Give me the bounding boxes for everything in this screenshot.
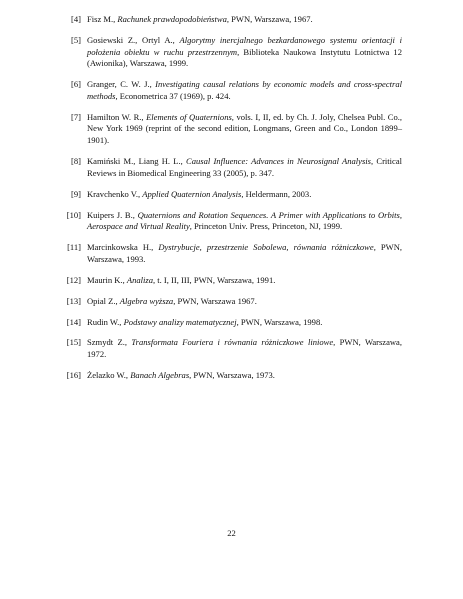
reference-number: [15] bbox=[66, 337, 81, 348]
reference-item bbox=[57, 156, 402, 179]
reference-item bbox=[57, 275, 402, 287]
reference-title: Rachunek prawdopodobieństwa bbox=[117, 14, 227, 24]
reference-details: , PWN, Warszawa, 1967. bbox=[226, 14, 313, 24]
reference-item bbox=[57, 189, 402, 201]
reference-title: Algorytmy inercjalnego bezkardanowego systemu orientacji i położenia obiektu w ruchu przestrzennym bbox=[87, 34, 402, 57]
reference-details: , PWN, Warszawa 1967. bbox=[173, 295, 257, 306]
reference-item bbox=[57, 79, 402, 102]
reference-authors: Rudin W., bbox=[87, 316, 124, 327]
reference-details: , Econometrica 37 (1969), p. 424. bbox=[115, 90, 231, 101]
reference-title: Applied Quaternion Analysis bbox=[142, 188, 242, 199]
reference-item bbox=[57, 337, 402, 360]
reference-item bbox=[57, 242, 402, 265]
reference-authors: Żelazko W., bbox=[87, 370, 131, 381]
reference-details: , Critical Reviews in Biomedical Engineering 33 (2005), p. 347. bbox=[87, 156, 402, 178]
reference-title: Transformata Fouriera i równania różniczkowe liniowe bbox=[131, 337, 334, 348]
reference-authors: Marcinkowska H., bbox=[87, 242, 159, 253]
reference-number: [8] bbox=[71, 156, 81, 167]
reference-details: , PWN, Warszawa, 1993. bbox=[87, 242, 403, 264]
reference-item bbox=[57, 296, 402, 308]
reference-details: , PWN, Warszawa, 1972. bbox=[87, 337, 402, 360]
reference-number: [7] bbox=[71, 111, 81, 122]
reference-title: Elements of Quaternions bbox=[146, 111, 232, 122]
reference-details: , vols. I, II, ed. by Ch. J. Joly, Chelsea Publ. Co., New York 1969 (reprint of the second edition, Longmans, Green and Co., London 1899–1901). bbox=[87, 111, 402, 146]
reference-item bbox=[57, 317, 402, 329]
reference-details: , PWN, Warszawa, 1998. bbox=[236, 316, 323, 327]
reference-list bbox=[57, 14, 402, 391]
reference-number: [10] bbox=[66, 209, 81, 220]
reference-authors: Kuipers J. B., bbox=[87, 209, 138, 220]
reference-number: [16] bbox=[66, 370, 81, 381]
reference-details: , t. I, II, III, PWN, Warszawa, 1991. bbox=[153, 274, 276, 285]
reference-item bbox=[57, 370, 402, 382]
reference-title: Analiza bbox=[126, 274, 154, 285]
reference-item bbox=[57, 112, 402, 147]
reference-authors: Kravchenko V., bbox=[87, 188, 143, 199]
reference-authors: Granger, C. W. J., bbox=[87, 79, 156, 90]
reference-title: Algebra wyższa bbox=[119, 295, 174, 306]
reference-title: Investigating causal relations by economic models and cross-spectral methods bbox=[87, 79, 402, 101]
reference-number: [13] bbox=[66, 295, 81, 306]
reference-authors: Fisz M., bbox=[87, 14, 118, 24]
reference-title: Quaternions and Rotation Sequences. A Primer with Applications to Orbits, Aerospace and Virtual Reality bbox=[87, 209, 402, 232]
reference-number: [14] bbox=[66, 316, 81, 327]
reference-number: [12] bbox=[66, 274, 81, 285]
page-number: 22 bbox=[227, 528, 236, 538]
reference-number: [4] bbox=[71, 14, 81, 24]
reference-details: , Princeton Univ. Press, Princeton, NJ, 1999. bbox=[189, 221, 343, 232]
reference-number: [11] bbox=[67, 242, 81, 253]
reference-authors: Szmydt Z., bbox=[87, 337, 132, 348]
reference-number: [9] bbox=[71, 188, 81, 199]
reference-title: Causal Influence: Advances in Neurosignal Analysis bbox=[186, 156, 371, 167]
reference-authors: Gosiewski Z., Ortyl A., bbox=[87, 34, 180, 45]
reference-item bbox=[57, 14, 402, 26]
reference-title: Podstawy analizy matematycznej bbox=[123, 316, 237, 327]
reference-authors: Hamilton W. R., bbox=[87, 111, 147, 122]
reference-item bbox=[57, 35, 402, 70]
reference-authors: Maurin K., bbox=[87, 274, 127, 285]
reference-authors: Kamiński M., Liang H. L., bbox=[87, 156, 186, 167]
reference-authors: Opial Z., bbox=[87, 295, 120, 306]
reference-details: , Biblioteka Naukowa Instytutu Lotnictwa 12 (Awionika), Warszawa, 1999. bbox=[87, 46, 402, 69]
reference-details: , Heldermann, 2003. bbox=[241, 188, 312, 199]
reference-number: [5] bbox=[71, 34, 81, 45]
reference-details: , PWN, Warszawa, 1973. bbox=[189, 370, 275, 381]
reference-title: Banach Algebras bbox=[130, 370, 190, 381]
reference-item bbox=[57, 210, 402, 233]
reference-number: [6] bbox=[71, 79, 81, 90]
reference-title: Dystrybucje, przestrzenie Sobolewa, równania różniczkowe bbox=[158, 242, 374, 253]
